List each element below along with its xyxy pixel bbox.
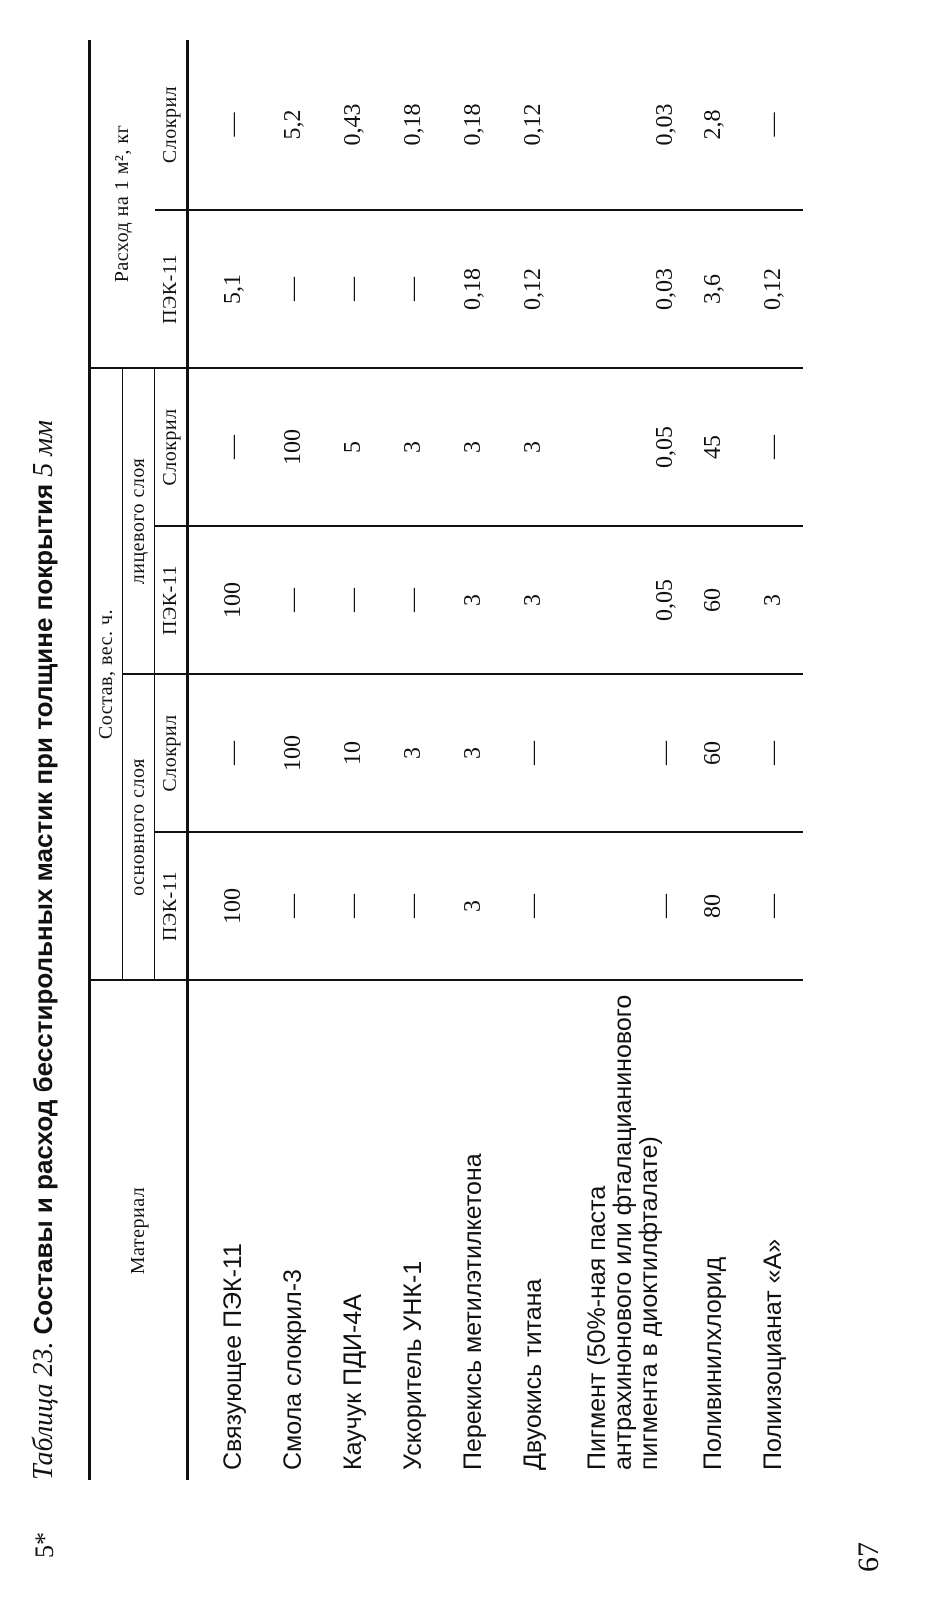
base-pek-value: 80 bbox=[683, 832, 743, 980]
header-material: Материал bbox=[90, 980, 188, 1480]
base-slokril-value: 3 bbox=[383, 674, 443, 832]
cons-slokril-value: 0,12 bbox=[503, 40, 563, 210]
base-slokril-value: — bbox=[743, 674, 803, 832]
base-pek-value: — bbox=[323, 832, 383, 980]
header-base-slokril: Слокрил bbox=[155, 674, 188, 832]
cons-slokril-value: 0,18 bbox=[383, 40, 443, 210]
page-number: 67 bbox=[852, 1542, 885, 1572]
material-name: Ускоритель УНК-1 bbox=[398, 1260, 427, 1470]
cons-pek-value: — bbox=[263, 210, 323, 368]
cons-slokril-value: 2,8 bbox=[683, 40, 743, 210]
face-pek-value: 60 bbox=[683, 526, 743, 674]
header-consumption: Расход на 1 м², кг bbox=[90, 40, 155, 368]
base-pek-value: — bbox=[383, 832, 443, 980]
base-slokril-value: 10 bbox=[323, 674, 383, 832]
face-slokril-value: 3 bbox=[503, 368, 563, 526]
header-face-pek: ПЭК-11 bbox=[155, 526, 188, 674]
header-base-pek: ПЭК-11 bbox=[155, 832, 188, 980]
cons-slokril-value: — bbox=[743, 40, 803, 210]
cons-pek-value: 0,12 bbox=[503, 210, 563, 368]
table-number: Таблица 23. bbox=[28, 1341, 59, 1480]
table-row bbox=[443, 40, 503, 1480]
face-slokril-value: — bbox=[743, 368, 803, 526]
table-row bbox=[188, 40, 264, 1480]
signature-mark: 5* bbox=[30, 1532, 59, 1558]
material-name: Полиизоцианат «А» bbox=[758, 1238, 787, 1470]
base-pek-value: — bbox=[263, 832, 323, 980]
face-slokril-value: 3 bbox=[383, 368, 443, 526]
base-slokril-value: — bbox=[563, 674, 683, 832]
base-slokril-value: 60 bbox=[683, 674, 743, 832]
cons-slokril-value: 0,43 bbox=[323, 40, 383, 210]
cons-pek-value: 0,03 bbox=[563, 210, 683, 368]
face-pek-value: — bbox=[263, 526, 323, 674]
face-pek-value: 3 bbox=[443, 526, 503, 674]
base-pek-value: — bbox=[563, 832, 683, 980]
base-slokril-value: 3 bbox=[443, 674, 503, 832]
base-pek-value: — bbox=[503, 832, 563, 980]
material-name: Поливинилхлорид bbox=[698, 1256, 727, 1470]
face-pek-value: 100 bbox=[188, 526, 264, 674]
face-slokril-value: 0,05 bbox=[563, 368, 683, 526]
base-pek-value: 100 bbox=[188, 832, 264, 980]
base-slokril-value: — bbox=[188, 674, 264, 832]
face-pek-value: 3 bbox=[503, 526, 563, 674]
material-name: Перекись метилэтилкетона bbox=[458, 1153, 487, 1470]
header-cons-pek: ПЭК-11 bbox=[155, 210, 188, 368]
base-pek-value: — bbox=[743, 832, 803, 980]
cons-slokril-value: 0,18 bbox=[443, 40, 503, 210]
cons-slokril-value: 5,2 bbox=[263, 40, 323, 210]
header-cons-slokril: Слокрил bbox=[155, 40, 188, 210]
base-pek-value: 3 bbox=[443, 832, 503, 980]
face-slokril-value: 45 bbox=[683, 368, 743, 526]
table-row bbox=[383, 40, 443, 1480]
face-pek-value: — bbox=[383, 526, 443, 674]
table-row bbox=[503, 40, 563, 1480]
table-row bbox=[683, 40, 743, 1480]
table-row bbox=[563, 40, 683, 1480]
face-pek-value: — bbox=[323, 526, 383, 674]
table-row bbox=[323, 40, 383, 1480]
material-name: Двуокись титана bbox=[518, 1278, 547, 1470]
cons-pek-value: 0,18 bbox=[443, 210, 503, 368]
cons-pek-value: 0,12 bbox=[743, 210, 803, 368]
cons-slokril-value: — bbox=[188, 40, 264, 210]
header-composition: Состав, вес. ч. bbox=[90, 368, 123, 980]
face-slokril-value: 100 bbox=[263, 368, 323, 526]
face-pek-value: 0,05 bbox=[563, 526, 683, 674]
cons-pek-value: — bbox=[383, 210, 443, 368]
table-thickness: 5 мм bbox=[28, 420, 59, 477]
material-name: Каучук ПДИ-4А bbox=[338, 1294, 367, 1470]
material-name: Пигмент (50%-ная паста антрахинонового или фталацианинового пигмента в диоктилфталате) bbox=[582, 994, 664, 1470]
cons-pek-value: 3,6 bbox=[683, 210, 743, 368]
face-slokril-value: 5 bbox=[323, 368, 383, 526]
material-name: Связующее ПЭК-11 bbox=[188, 980, 264, 1480]
cons-slokril-value: 0,03 bbox=[563, 40, 683, 210]
face-pek-value: 3 bbox=[743, 526, 803, 674]
base-slokril-value: — bbox=[503, 674, 563, 832]
header-face-slokril: Слокрил bbox=[155, 368, 188, 526]
cons-pek-value: — bbox=[323, 210, 383, 368]
material-name: Смола слокрил-3 bbox=[278, 1269, 307, 1470]
face-slokril-value: — bbox=[188, 368, 264, 526]
base-slokril-value: 100 bbox=[263, 674, 323, 832]
face-slokril-value: 3 bbox=[443, 368, 503, 526]
header-base-layer: основного слоя bbox=[123, 674, 155, 980]
composition-table bbox=[88, 40, 803, 1480]
table-row bbox=[743, 40, 803, 1480]
table-title bbox=[28, 420, 60, 1480]
cons-pek-value: 5,1 bbox=[188, 210, 264, 368]
table-row bbox=[263, 40, 323, 1480]
header-face-layer: лицевого слоя bbox=[123, 368, 155, 674]
table-caption: Составы и расход бесстирольных мастик при толщине покрытия bbox=[28, 483, 58, 1335]
